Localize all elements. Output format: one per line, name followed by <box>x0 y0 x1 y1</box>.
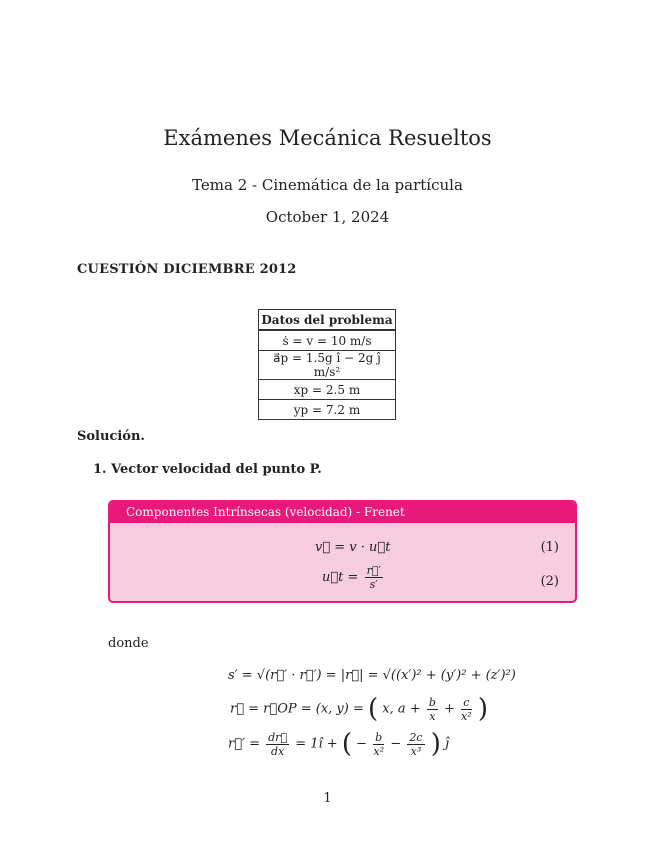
fraction-denominator: s′ <box>369 578 378 591</box>
fraction-numerator: dr⃗ <box>268 730 288 744</box>
equation-5-lhs: r⃗′ = <box>228 736 260 752</box>
right-paren: ) <box>430 729 441 759</box>
left-paren: ( <box>341 729 352 759</box>
document-date: October 1, 2024 <box>265 208 390 226</box>
plus-sign: + <box>444 701 455 717</box>
table-row: yp = 7.2 m <box>259 400 396 420</box>
minus-sign: − <box>356 736 368 752</box>
fraction <box>427 696 438 723</box>
fraction-numerator: 2c <box>409 730 423 744</box>
equation-1: v⃗ = v · u⃗t <box>315 540 391 555</box>
fraction <box>373 731 384 758</box>
equation-4-lhs: r⃗ = r⃗OP = (x, y) = <box>230 701 364 717</box>
j-unit: ĵ <box>445 736 450 752</box>
section-heading: CUESTIÓN DICIEMBRE 2012 <box>77 262 297 277</box>
table-row: xp = 2.5 m <box>259 380 396 400</box>
fraction <box>461 696 472 723</box>
equation-5-middle: = 1î + <box>295 736 338 752</box>
equation-4-inner: x, a + <box>382 701 421 717</box>
fraction-numerator: b <box>375 730 383 744</box>
donde-text: donde <box>108 636 149 651</box>
fraction-denominator: dx <box>270 744 285 758</box>
equation-3: s′ = √(r⃗′ · r⃗′) = |r⃗| = √((x′)² + (y′)² + (z′)²) <box>228 668 516 683</box>
equation-2-fraction <box>365 564 383 591</box>
table-row: a⃗p = 1.5g î − 2g ĵ m/s² <box>259 351 396 380</box>
fraction-denominator: x² <box>373 744 384 758</box>
table-row: ṡ = v = 10 m/s <box>259 330 396 351</box>
list-item-1: 1. Vector velocidad del punto P. <box>93 462 322 477</box>
box-title: Componentes Intrínsecas (velocidad) - Frenet <box>110 502 575 523</box>
solution-label: Solución. <box>77 429 145 444</box>
equation-4 <box>230 694 488 724</box>
right-paren: ) <box>477 694 488 724</box>
data-table <box>258 309 396 420</box>
equation-number-2: (2) <box>540 574 559 589</box>
fraction-denominator: x² <box>461 709 472 723</box>
fraction-numerator: c <box>461 696 472 710</box>
fraction-numerator: b <box>428 695 436 709</box>
document-subtitle: Tema 2 - Cinemática de la partícula <box>192 176 463 194</box>
fraction-denominator: x³ <box>410 744 422 758</box>
equation-2-lhs: u⃗t = <box>322 570 359 585</box>
fraction-denominator: x <box>429 709 436 723</box>
fraction-numerator: r⃗′ <box>366 564 381 577</box>
fraction <box>266 731 289 758</box>
fraction <box>407 731 424 758</box>
equation-2 <box>322 564 385 591</box>
document-title: Exámenes Mecánica Resueltos <box>163 126 492 150</box>
equation-5 <box>228 729 449 759</box>
equation-number-1: (1) <box>540 540 559 555</box>
frenet-box <box>108 500 577 603</box>
left-paren: ( <box>368 694 379 724</box>
minus-sign: − <box>390 736 402 752</box>
page-number: 1 <box>323 791 332 806</box>
table-header: Datos del problema <box>259 310 396 331</box>
